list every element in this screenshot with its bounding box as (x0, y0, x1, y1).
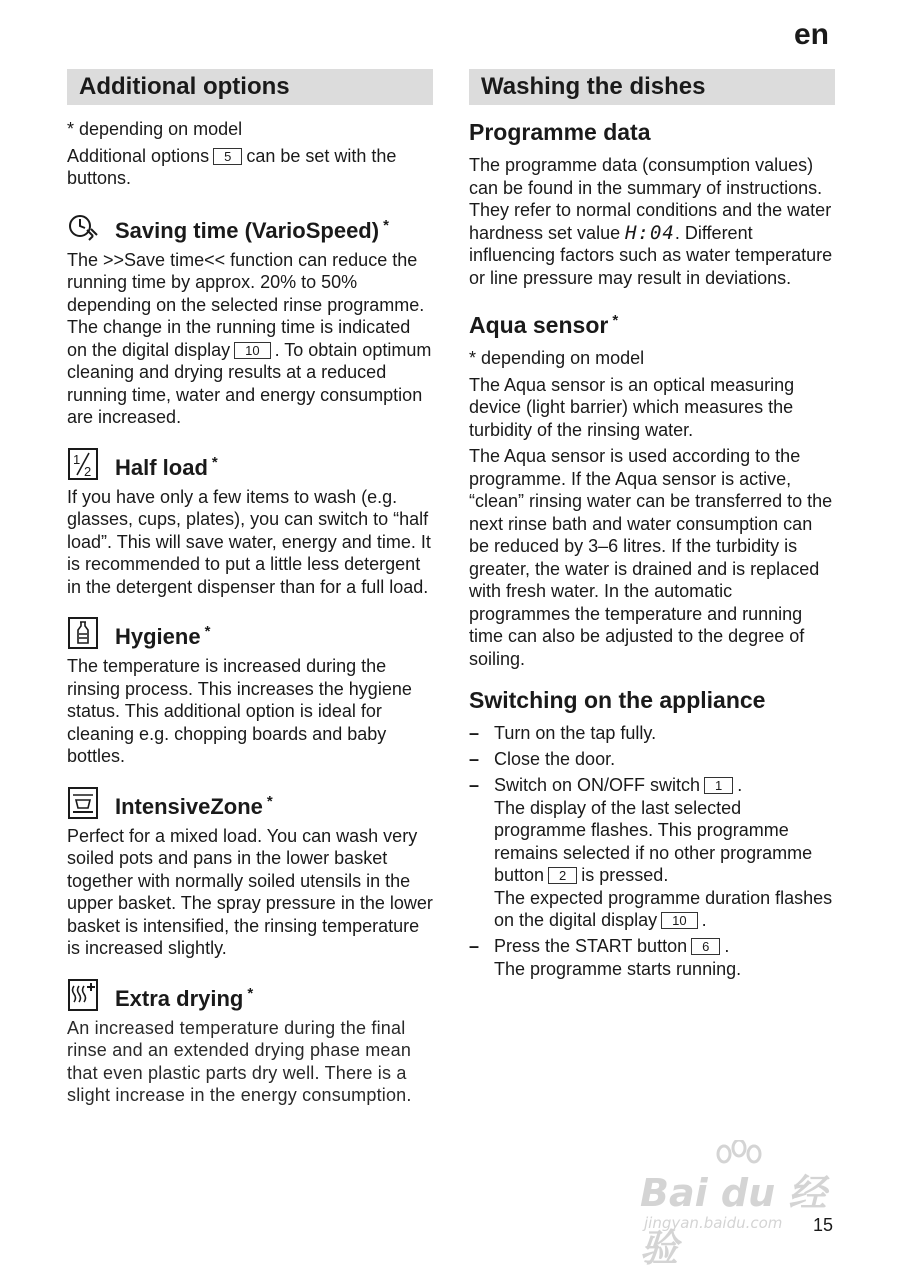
saving-time-heading (67, 210, 433, 244)
page-number: 15 (812, 1215, 833, 1235)
switching-steps (469, 722, 835, 980)
switching-on-title: Switching on the appliance (469, 687, 766, 713)
switch-ref-box: 1 (704, 777, 733, 794)
language-code: en (793, 18, 829, 51)
watermark-url: jingyan.baidu.com (644, 1214, 783, 1232)
left-column (67, 69, 433, 1111)
programme-button-ref-box: 2 (548, 867, 577, 884)
extra-drying-icon (67, 978, 101, 1012)
extra-drying-text: An increased temperature during the final rinse and an extended drying phase mean that even plastic parts dry well. There is a slight increase in the energy consumption. (67, 1017, 412, 1105)
watermark-brand: Bai du 经验 (640, 1171, 827, 1270)
aqua-sensor-note: * depending on model (469, 348, 645, 368)
start-button-ref-box: 6 (691, 938, 720, 955)
button-ref-box: 5 (213, 148, 242, 165)
step-item: – Switch on ON/OFF switch 1 . The display of the last selected programme flashes. This programme remains selected if no other programme button 2 is pressed. The expected programme duration flashes on the digital display 10 . (469, 775, 833, 930)
display-ref-box: 10 (661, 912, 697, 929)
svg-text:2: 2 (84, 463, 92, 479)
half-load-title: Half load * (115, 453, 218, 480)
step-item: – Close the door. (469, 749, 616, 769)
aqua-sensor-p2: The Aqua sensor is used according to the programme. If the Aqua sensor is active, “clean” rinsing water can be transferred to the next rinse bath and water consumption can be reduced by 3–6 litres. If the turbidity is greater, the water is drained and is replaced with fresh water. In the automatic programmes the temperature and running time can also be adjusted to the degree of soiling. (469, 446, 833, 669)
half-load-text: If you have only a few items to wash (e.g. glasses, cups, plates), you can switch to “half load”. This will save water, energy and time. It is recommended to put a little less detergent in the detergent dispenser than for a full load. (67, 486, 431, 597)
extra-drying-heading (67, 978, 433, 1012)
aqua-sensor-p1: The Aqua sensor is an optical measuring device (light barrier) which measures the turbidity of the rinsing water. (469, 374, 795, 440)
intensive-zone-heading (67, 786, 433, 820)
intro-paragraph (67, 145, 433, 190)
hardness-value: H:04 (625, 221, 675, 244)
half-load-heading (67, 447, 433, 481)
step-item: – Turn on the tap fully. (469, 723, 657, 743)
intensive-zone-title: IntensiveZone * (115, 792, 273, 819)
intro-text-end: can be set with the buttons. (67, 145, 397, 188)
hygiene-heading (67, 616, 433, 650)
programme-data-text: The programme data (consumption values) can be found in the summary of instructions. They refer to normal conditions and the water hardness set value H:04. Different influencing factors such as water temperature or line pressure may result in deviations. (469, 155, 833, 288)
half-load-icon (67, 447, 101, 481)
intro-text: Additional options (67, 145, 210, 166)
additional-options-banner: Additional options (67, 69, 433, 105)
display-ref-box: 10 (234, 342, 270, 359)
svg-text:1: 1 (73, 451, 81, 467)
hygiene-title: Hygiene * (115, 623, 211, 649)
programme-data-title: Programme data (469, 119, 651, 145)
extra-drying-title: Extra drying * (115, 984, 254, 1011)
model-note: * depending on model (67, 119, 243, 139)
right-column (469, 69, 835, 984)
washing-dishes-banner: Washing the dishes (469, 69, 835, 105)
saving-time-text: The >>Save time<< function can reduce the running time by approx. 20% to 50% depending on the selected rinse programme. The change in the running time is indicated on the digital display 10 . To obtain optimum cleaning and drying results at a reduced running time, water and energy consumption are increased. (67, 249, 432, 427)
aqua-sensor-title: Aqua sensor * (469, 312, 619, 338)
hygiene-bottle-icon (67, 616, 101, 650)
saving-time-title: Saving time (VarioSpeed) * (115, 216, 389, 243)
step-item: – Press the START button 6 . The programme starts running. (469, 936, 742, 979)
clock-speed-icon (67, 210, 101, 244)
intensive-zone-text: Perfect for a mixed load. You can wash very soiled pots and pans in the lower basket together with normally soiled utensils in the upper basket. The spray pressure in the lower basket is intensified, the rinsing temperature is increased slightly. (67, 825, 433, 958)
intensive-zone-icon (67, 786, 101, 820)
hygiene-text: The temperature is increased during the rinsing process. This increases the hygiene status. This additional option is ideal for cleaning e.g. chopping boards and baby bottles. (67, 656, 412, 766)
